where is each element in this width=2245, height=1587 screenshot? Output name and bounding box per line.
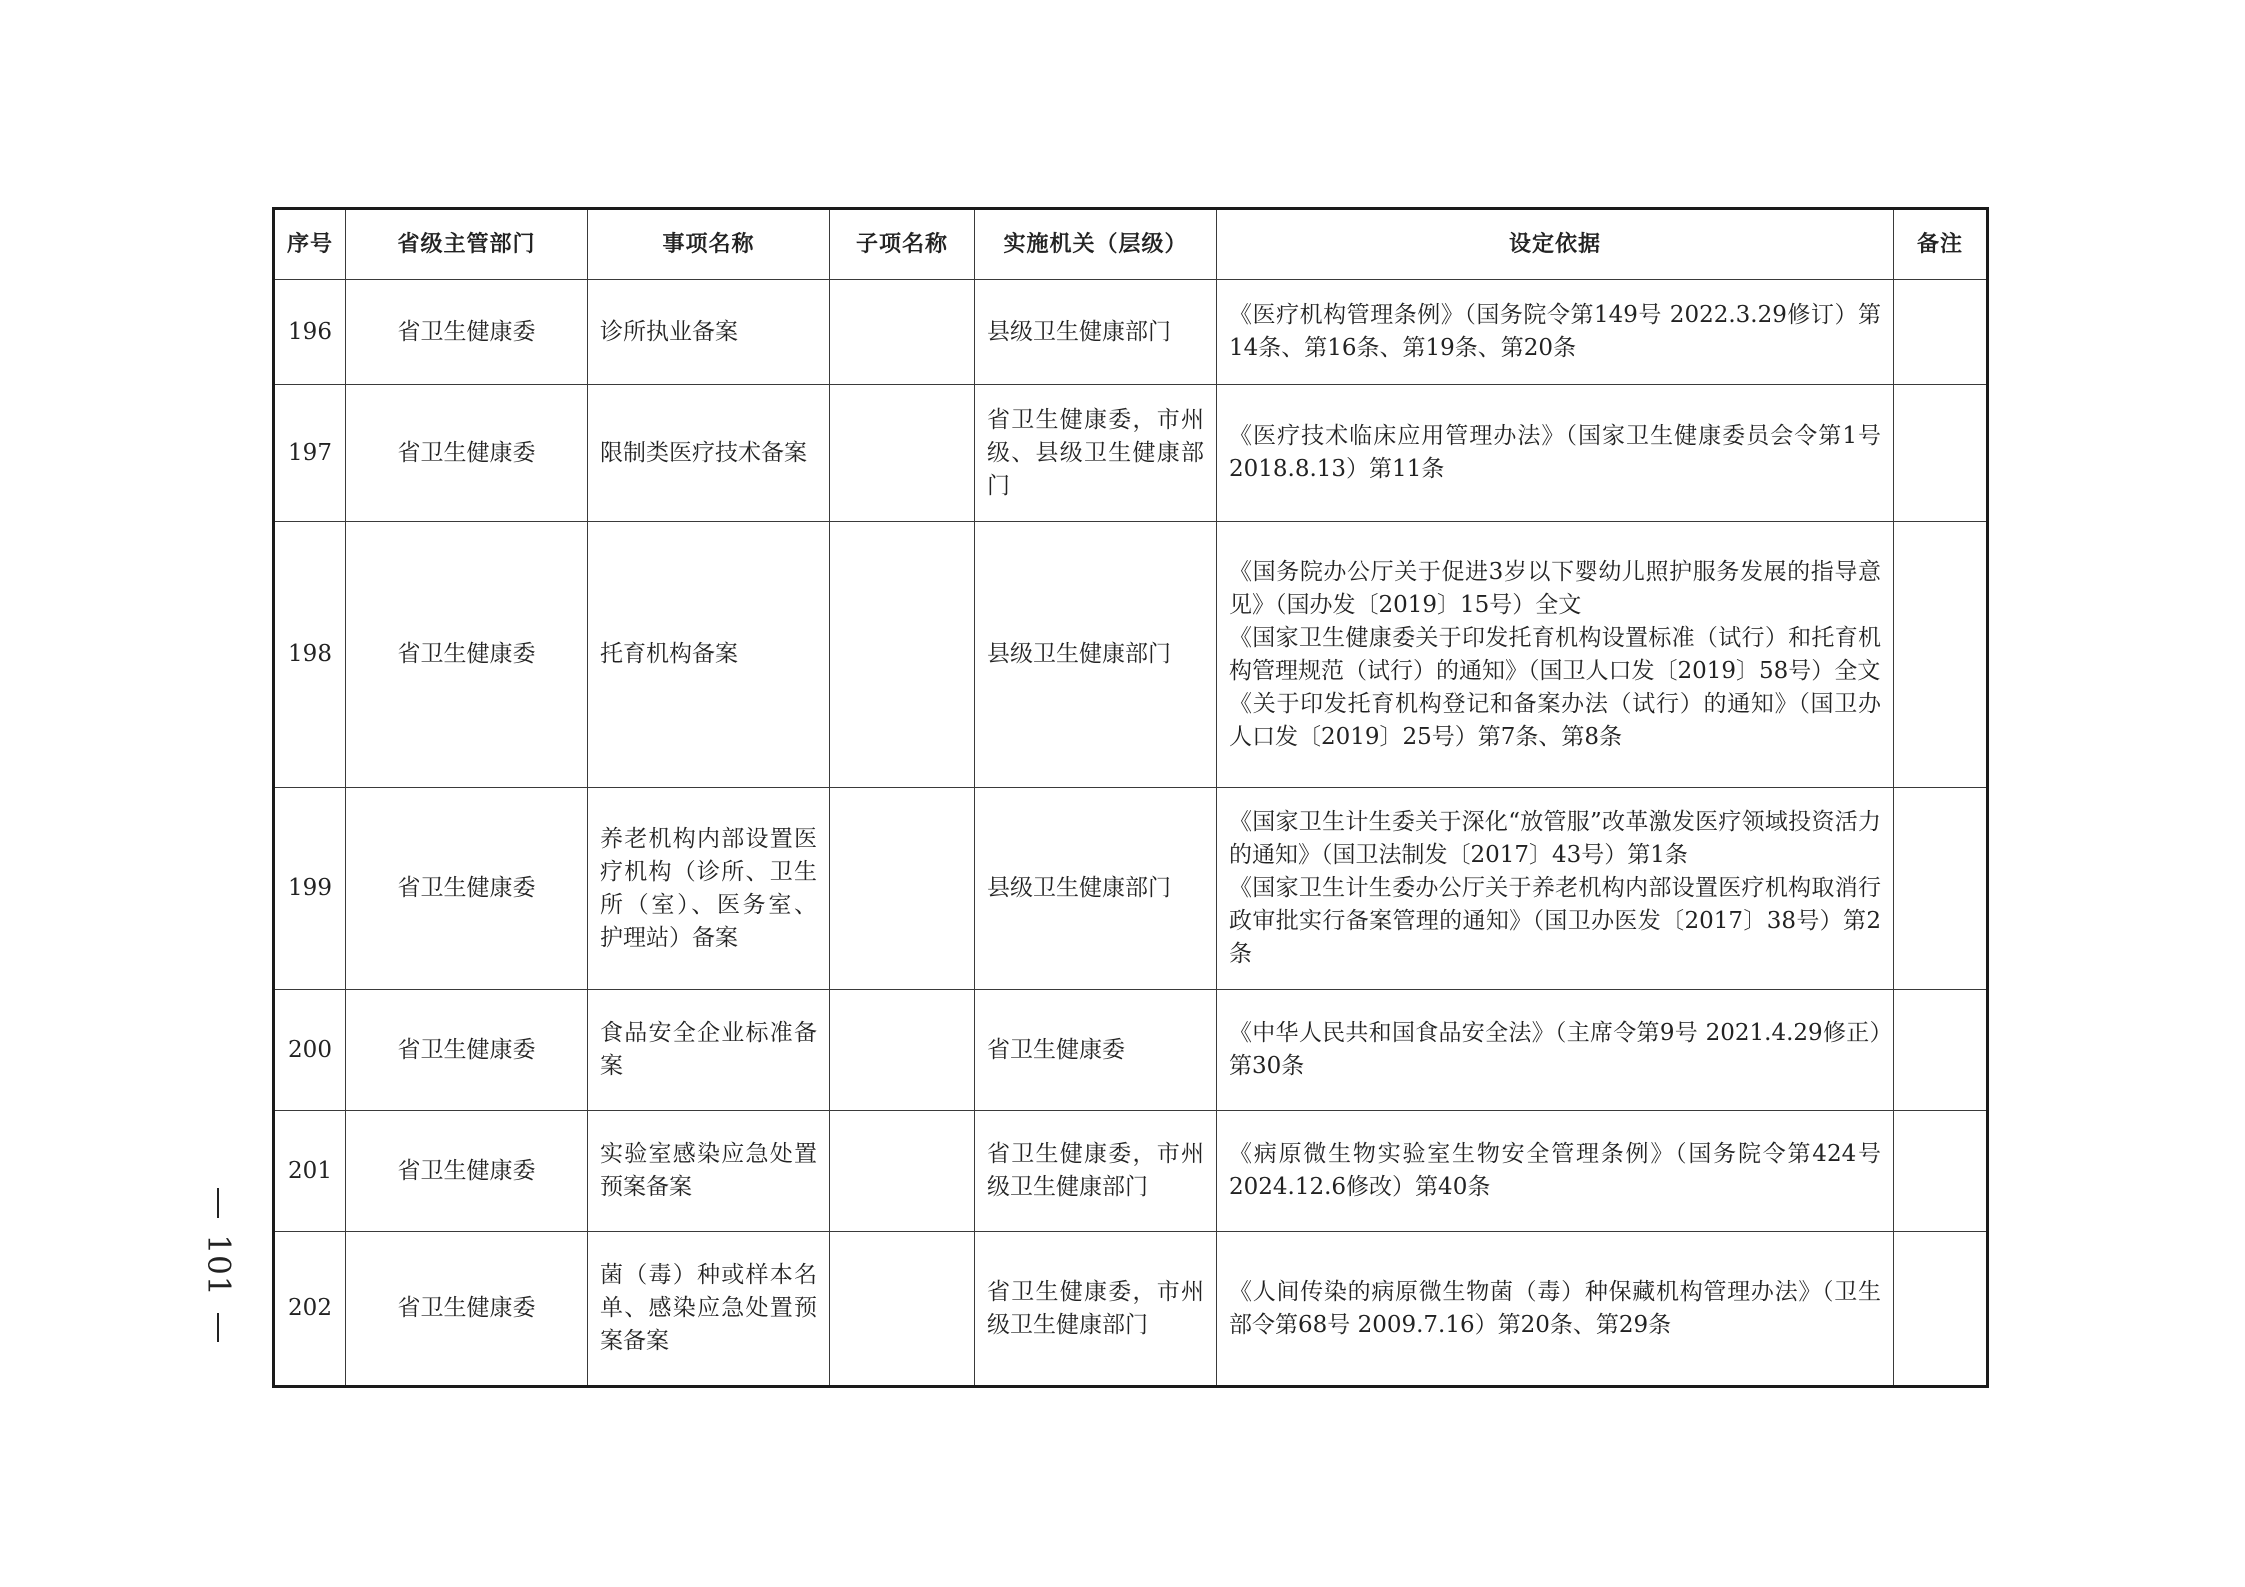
header-item: 事项名称	[588, 209, 830, 280]
cell-impl: 县级卫生健康部门	[975, 522, 1217, 788]
cell-no: 202	[274, 1232, 346, 1387]
page-number-dash-bottom	[217, 1313, 219, 1343]
cell-basis	[1217, 1111, 1894, 1232]
cell-impl: 省卫生健康委，市州级卫生健康部门	[975, 1232, 1217, 1387]
cell-note	[1894, 1232, 1988, 1387]
basis-line: 《中华人民共和国食品安全法》（主席令第9号 2021.4.29修正）第30条	[1229, 1020, 1881, 1079]
basis-line: 《国家卫生计生委关于深化“放管服”改革激发医疗领域投资活力的通知》（国卫法制发〔2017〕43号）第1条	[1229, 809, 1881, 868]
page-number-dash-top	[217, 1188, 219, 1218]
cell-note	[1894, 385, 1988, 522]
cell-item: 食品安全企业标准备案	[588, 990, 830, 1111]
cell-note	[1894, 522, 1988, 788]
basis-line: 《国家卫生健康委关于印发托育机构设置标准（试行）和托育机构管理规范（试行）的通知》（国卫人口发〔2019〕58号）全文	[1229, 624, 1881, 684]
basis-line: 《病原微生物实验室生物安全管理条例》（国务院令第424号 2024.12.6修改）第40条	[1229, 1141, 1881, 1200]
cell-note	[1894, 280, 1988, 385]
table-row	[274, 522, 1988, 788]
header-basis: 设定依据	[1217, 209, 1894, 280]
cell-item: 限制类医疗技术备案	[588, 385, 830, 522]
cell-dept: 省卫生健康委	[346, 280, 588, 385]
cell-basis	[1217, 1232, 1894, 1387]
cell-dept: 省卫生健康委	[346, 1111, 588, 1232]
header-impl: 实施机关（层级）	[975, 209, 1217, 280]
cell-no: 201	[274, 1111, 346, 1232]
page-number	[188, 1180, 248, 1350]
cell-basis	[1217, 788, 1894, 990]
basis-line: 《国务院办公厅关于促进3岁以下婴幼儿照护服务发展的指导意见》（国办发〔2019〕15号）全文	[1229, 558, 1881, 618]
cell-dept: 省卫生健康委	[346, 522, 588, 788]
header-note: 备注	[1894, 209, 1988, 280]
page-number-text: 101	[200, 1233, 237, 1297]
header-no: 序号	[274, 209, 346, 280]
cell-no: 197	[274, 385, 346, 522]
cell-note	[1894, 788, 1988, 990]
basis-line: 《医疗技术临床应用管理办法》（国家卫生健康委员会令第1号 2018.8.13）第11条	[1229, 423, 1881, 482]
header-sub: 子项名称	[830, 209, 975, 280]
cell-basis	[1217, 280, 1894, 385]
basis-line: 《人间传染的病原微生物菌（毒）种保藏机构管理办法》（卫生部令第68号 2009.7.16）第20条、第29条	[1229, 1278, 1881, 1338]
cell-sub	[830, 990, 975, 1111]
cell-impl: 县级卫生健康部门	[975, 280, 1217, 385]
cell-dept: 省卫生健康委	[346, 990, 588, 1111]
cell-sub	[830, 1111, 975, 1232]
cell-impl: 省卫生健康委	[975, 990, 1217, 1111]
cell-no: 198	[274, 522, 346, 788]
cell-no: 196	[274, 280, 346, 385]
cell-no: 200	[274, 990, 346, 1111]
cell-sub	[830, 522, 975, 788]
cell-sub	[830, 280, 975, 385]
table-row	[274, 280, 1988, 385]
cell-dept: 省卫生健康委	[346, 385, 588, 522]
cell-item: 托育机构备案	[588, 522, 830, 788]
table-row	[274, 385, 1988, 522]
cell-note	[1894, 1111, 1988, 1232]
cell-dept: 省卫生健康委	[346, 1232, 588, 1387]
cell-item: 菌（毒）种或样本名单、感染应急处置预案备案	[588, 1232, 830, 1387]
cell-basis	[1217, 990, 1894, 1111]
cell-sub	[830, 788, 975, 990]
basis-line: 《医疗机构管理条例》（国务院令第149号 2022.3.29修订）第14条、第16条、第19条、第20条	[1229, 302, 1881, 361]
cell-dept: 省卫生健康委	[346, 788, 588, 990]
table-header-row	[274, 209, 1988, 280]
cell-item: 养老机构内部设置医疗机构（诊所、卫生所（室）、医务室、护理站）备案	[588, 788, 830, 990]
cell-sub	[830, 1232, 975, 1387]
basis-line: 《国家卫生计生委办公厅关于养老机构内部设置医疗机构取消行政审批实行备案管理的通知》（国卫办医发〔2017〕38号）第2条	[1229, 875, 1881, 967]
cell-basis	[1217, 385, 1894, 522]
cell-sub	[830, 385, 975, 522]
basis-line: 《关于印发托育机构登记和备案办法（试行）的通知》（国卫办人口发〔2019〕25号）第7条、第8条	[1229, 690, 1881, 750]
cell-impl: 省卫生健康委，市州级卫生健康部门	[975, 1111, 1217, 1232]
cell-no: 199	[274, 788, 346, 990]
table-row	[274, 1111, 1988, 1232]
table-row	[274, 1232, 1988, 1387]
header-dept: 省级主管部门	[346, 209, 588, 280]
cell-impl: 县级卫生健康部门	[975, 788, 1217, 990]
cell-note	[1894, 990, 1988, 1111]
cell-basis	[1217, 522, 1894, 788]
cell-item: 实验室感染应急处置预案备案	[588, 1111, 830, 1232]
cell-item: 诊所执业备案	[588, 280, 830, 385]
record-table	[272, 207, 1989, 1388]
cell-impl: 省卫生健康委，市州级、县级卫生健康部门	[975, 385, 1217, 522]
table-row	[274, 788, 1988, 990]
table-row	[274, 990, 1988, 1111]
